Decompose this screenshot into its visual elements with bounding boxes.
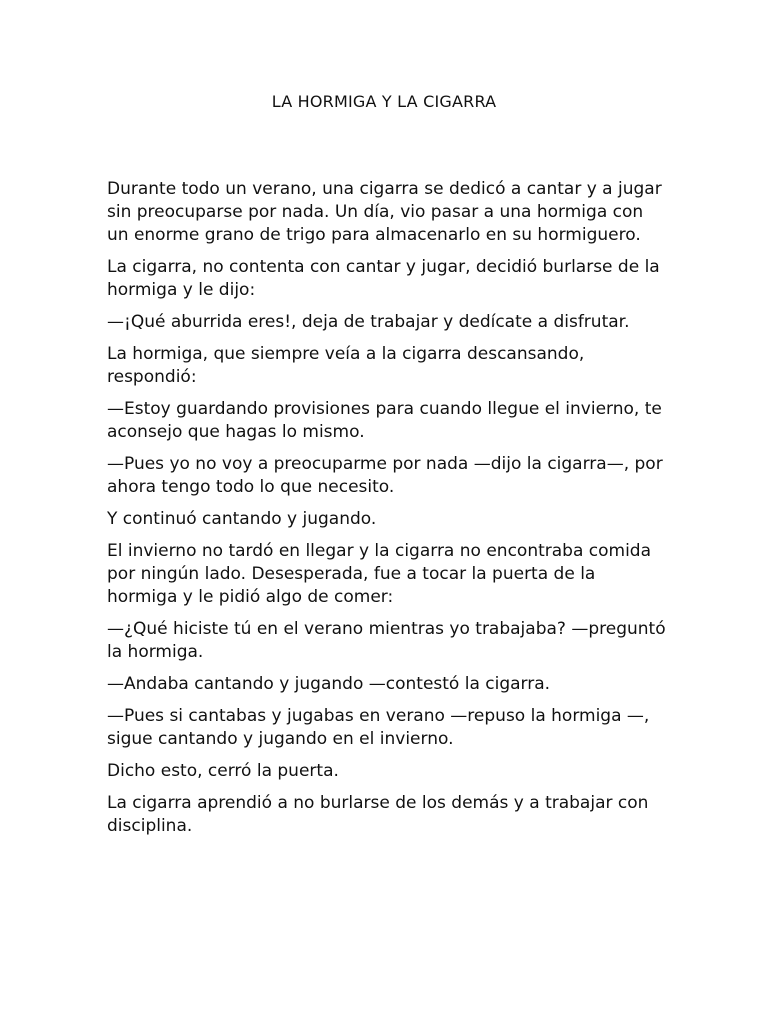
paragraph: El invierno no tardó en llegar y la cigarra no encontraba comida por ningún lado. Desesperada, fue a tocar la puerta de la hormiga y le pidió algo de comer: [107, 541, 652, 607]
paragraph: La hormiga, que siempre veía a la cigarra descansando, respondió: [107, 344, 585, 387]
paragraph: —Pues yo no voy a preocuparme por nada —dijo la cigarra—, por ahora tengo todo lo que necesito. [107, 454, 663, 497]
paragraph: —Andaba cantando y jugando —contestó la cigarra. [107, 674, 551, 694]
document-body [107, 178, 667, 847]
paragraph: —Pues si cantabas y jugabas en verano —repuso la hormiga —, sigue cantando y jugando en el invierno. [107, 706, 650, 749]
paragraph: Dicho esto, cerró la puerta. [107, 761, 339, 781]
paragraph: La cigarra, no contenta con cantar y jugar, decidió burlarse de la hormiga y le dijo: [107, 257, 660, 300]
paragraph: Y continuó cantando y jugando. [107, 509, 377, 529]
paragraph: Durante todo un verano, una cigarra se dedicó a cantar y a jugar sin preocuparse por nada. Un día, vio pasar a una hormiga con un enorme grano de trigo para almacenarlo en su hormiguero. [107, 179, 662, 245]
paragraph: —¡Qué aburrida eres!, deja de trabajar y dedícate a disfrutar. [107, 312, 630, 332]
paragraph: —¿Qué hiciste tú en el verano mientras yo trabajaba? —preguntó la hormiga. [107, 619, 666, 662]
paragraph: La cigarra aprendió a no burlarse de los demás y a trabajar con disciplina. [107, 793, 649, 836]
document-title: LA HORMIGA Y LA CIGARRA [271, 92, 497, 111]
paragraph: —Estoy guardando provisiones para cuando llegue el invierno, te aconsejo que hagas lo mismo. [107, 399, 662, 442]
